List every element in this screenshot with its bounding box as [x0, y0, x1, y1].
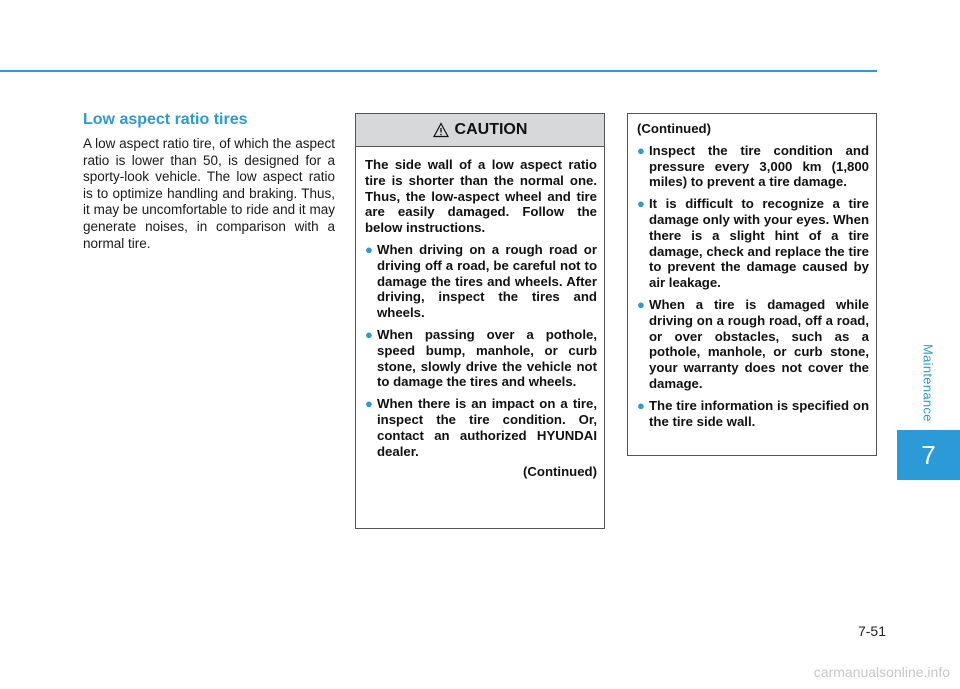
section-body: A low aspect ratio tire, of which the aspect ratio is lower than 50, is designed for a sporty-look vehicle. The low aspect ratio is to optimize handling and braking. Thus, it may be uncomfortable to ride and it may generate noises, in comparison with a normal tire. — [83, 136, 335, 251]
caution-box — [355, 113, 605, 529]
section-title: Low aspect ratio tires — [83, 111, 248, 128]
header-rule — [0, 70, 877, 72]
list-item: ● The tire information is specified on the tire side wall. — [637, 397, 869, 429]
chapter-number-tab: 7 — [897, 430, 960, 480]
caution-intro: The side wall of a low aspect ratio tire is shorter than the normal one. Thus, the low-aspect wheel and tire are easily damaged. Follow the below instructions. — [365, 157, 597, 236]
bullet-dot-icon: ● — [637, 142, 645, 158]
bullet-dot-icon: ● — [365, 241, 373, 257]
chapter-name: Maintenance — [920, 344, 936, 422]
caution-header — [356, 114, 604, 147]
list-item: ● It is difficult to recognize a tire damage only with your eyes. When there is a slight hint of a tire damage, check and replace the tire to prevent the damage caused by air leakage. — [637, 196, 869, 291]
bullet-dot-icon: ● — [637, 296, 645, 312]
list-item: ● When there is an impact on a tire, inspect the tire condition. Or, contact an authorized HYUNDAI dealer. — [365, 396, 597, 459]
bullet-dot-icon: ● — [365, 396, 373, 412]
list-item: ● When a tire is damaged while driving on a rough road, off a road, or over obstacles, such as a pothole, manhole, or curb stone, your warranty does not cover the damage. — [637, 296, 869, 391]
continued-label: (Continued) — [523, 464, 597, 480]
list-item: ● When passing over a pothole, speed bump, manhole, or curb stone, slowly drive the vehicle not to damage the tires and wheels. — [365, 326, 597, 390]
caution-list — [365, 242, 597, 459]
page-number: 7-51 — [857, 623, 886, 639]
continued-box — [627, 113, 877, 456]
continued-list — [637, 143, 869, 430]
continued-heading: (Continued) — [637, 121, 711, 136]
bullet-dot-icon: ● — [637, 196, 645, 212]
watermark: carmanualsonline.info — [813, 664, 950, 680]
bullet-dot-icon: ● — [637, 397, 645, 413]
list-item: ● Inspect the tire condition and pressure every 3,000 km (1,800 miles) to prevent a tire damage. — [637, 142, 869, 190]
bullet-dot-icon: ● — [365, 326, 373, 342]
list-item: ● When driving on a rough road or driving off a road, be careful not to damage the tires and wheels. After driving, inspect the tires and wheels. — [365, 241, 597, 321]
caution-title: CAUTION — [454, 121, 528, 138]
warning-triangle-icon — [433, 122, 449, 138]
